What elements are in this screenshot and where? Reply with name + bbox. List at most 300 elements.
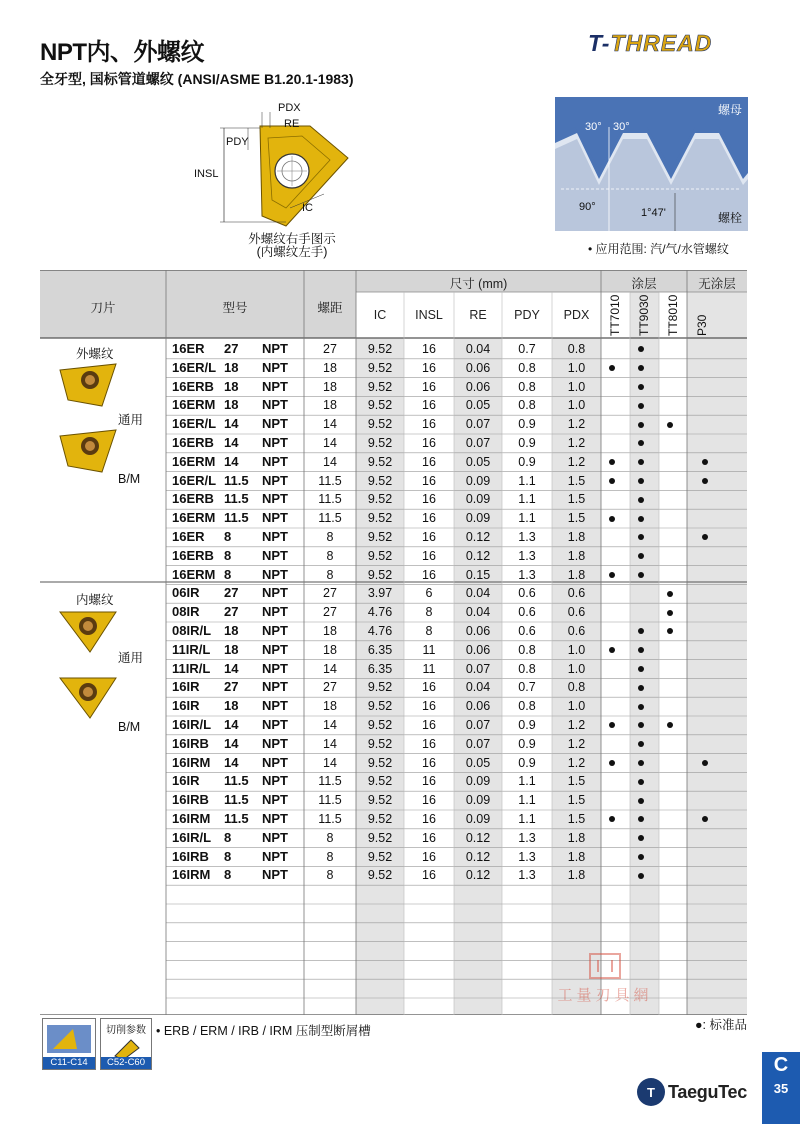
model-type: NPT xyxy=(262,510,288,526)
model-code: 16ERB xyxy=(172,547,214,563)
cell-pdx: 1.5 xyxy=(567,473,586,488)
standard-dot xyxy=(702,760,708,766)
model-type: NPT xyxy=(262,378,288,394)
model-type: NPT xyxy=(262,623,288,638)
cell-re: 0.09 xyxy=(465,492,491,507)
cell-p: 8 xyxy=(326,868,334,883)
cell-ic: 6.35 xyxy=(367,642,393,657)
standard-dot xyxy=(667,591,673,597)
model-type: NPT xyxy=(262,547,288,563)
cell-pdx: 0.6 xyxy=(567,624,586,638)
internal-insert-icon xyxy=(58,608,120,654)
cell-pdx: 0.6 xyxy=(567,605,586,620)
angle-taper: 1°47' xyxy=(641,207,666,219)
model-type: NPT xyxy=(262,341,288,356)
standard-dot xyxy=(638,516,644,522)
standard-dot xyxy=(667,422,673,428)
model-code: 16ER xyxy=(172,341,205,356)
label-pdy: PDY xyxy=(226,136,249,148)
chipbreaker-note: • ERB / ERM / IRB / IRM 压制型断屑槽 xyxy=(156,1024,371,1038)
cell-re: 0.09 xyxy=(465,793,491,808)
cell-insl: 16 xyxy=(422,755,436,770)
cell-ic: 4.76 xyxy=(367,624,393,638)
model-size: 27 xyxy=(224,341,239,356)
col-insert: 刀片 xyxy=(90,301,116,315)
model-type: NPT xyxy=(262,811,288,826)
model-code: 11IR/L xyxy=(172,641,211,657)
cell-p: 11.5 xyxy=(318,473,342,488)
cell-p: 14 xyxy=(323,661,337,676)
cell-re: 0.05 xyxy=(465,398,491,413)
model-code: 16ERB xyxy=(172,435,214,450)
model-size: 27 xyxy=(224,679,239,695)
cell-ic: 9.52 xyxy=(367,511,393,526)
cell-re: 0.09 xyxy=(465,511,491,526)
label-nut: 螺母 xyxy=(717,103,742,117)
model-size: 8 xyxy=(224,529,232,544)
cell-insl: 16 xyxy=(422,849,436,864)
cell-pdx: 1.2 xyxy=(567,417,586,432)
cell-pdy: 1.1 xyxy=(518,793,536,808)
model-size: 14 xyxy=(224,735,239,751)
model-code: 06IR xyxy=(172,585,200,601)
angle-left: 30° xyxy=(585,121,602,133)
label-ic: IC xyxy=(302,202,313,214)
cell-p: 14 xyxy=(323,718,337,732)
cell-p: 8 xyxy=(326,548,334,563)
page-subtitle: 全牙型, 国标管道螺纹 (ANSI/ASME B1.20.1-1983) xyxy=(40,71,354,87)
cell-ic: 9.52 xyxy=(367,699,393,714)
cell-p: 27 xyxy=(323,342,337,356)
cell-pdy: 0.8 xyxy=(518,398,536,413)
cell-insl: 8 xyxy=(425,624,433,638)
page-title: NPT内、外螺纹 xyxy=(40,39,204,66)
cell-insl: 16 xyxy=(422,718,436,732)
col-pitch: 螺距 xyxy=(317,301,343,315)
cell-insl: 8 xyxy=(425,605,433,620)
cell-re: 0.09 xyxy=(465,812,491,826)
cell-ic: 9.52 xyxy=(367,868,393,883)
cell-pdy: 0.9 xyxy=(518,454,536,469)
cell-p: 18 xyxy=(323,699,337,714)
model-code: 16ER/L xyxy=(172,472,217,488)
icon2-title: 切削参数 xyxy=(106,1025,146,1036)
cell-pdy: 0.8 xyxy=(518,699,536,714)
caption-line2: (内螺纹左手) xyxy=(256,245,328,259)
standard-dot xyxy=(638,779,644,785)
section-letter: C xyxy=(773,1054,789,1076)
cell-pdx: 1.2 xyxy=(567,436,586,450)
cell-pdx: 1.2 xyxy=(567,755,586,770)
model-size: 14 xyxy=(224,435,239,450)
cell-re: 0.12 xyxy=(465,548,491,563)
cell-pdy: 0.9 xyxy=(518,417,536,432)
cell-p: 18 xyxy=(323,360,337,375)
cell-re: 0.06 xyxy=(465,624,491,638)
cell-re: 0.06 xyxy=(465,379,491,394)
model-type: NPT xyxy=(262,735,288,751)
col-coated: 涂层 xyxy=(631,277,657,291)
standard-dot xyxy=(609,572,615,578)
thread-profile-diagram xyxy=(555,97,748,231)
model-size: 18 xyxy=(224,698,239,714)
model-code: 16ERB xyxy=(172,491,214,507)
col-uncoated: 无涂层 xyxy=(698,277,736,291)
cell-insl: 11 xyxy=(422,661,436,676)
cell-pdy: 0.8 xyxy=(518,360,536,375)
model-code: 16ERM xyxy=(172,566,216,582)
model-size: 18 xyxy=(224,641,239,657)
model-size: 18 xyxy=(224,359,239,375)
model-code: 16ERM xyxy=(172,510,216,526)
cell-pdy: 1.3 xyxy=(518,548,536,563)
cell-re: 0.05 xyxy=(465,454,491,469)
cell-re: 0.06 xyxy=(465,642,491,657)
cell-ic: 9.52 xyxy=(367,755,393,770)
cell-p: 14 xyxy=(323,436,337,450)
model-size: 27 xyxy=(224,585,239,601)
cell-insl: 16 xyxy=(422,511,436,526)
cell-p: 8 xyxy=(326,530,334,544)
cell-pdx: 1.0 xyxy=(567,360,586,375)
external-bm-insert-icon xyxy=(58,428,120,474)
toolholder-ref-icon[interactable] xyxy=(42,1018,96,1070)
model-type: NPT xyxy=(262,717,288,732)
cell-p: 14 xyxy=(323,736,337,751)
cell-ic: 9.52 xyxy=(367,774,393,789)
cell-re: 0.06 xyxy=(465,699,491,714)
cell-pdx: 1.8 xyxy=(567,548,586,563)
cell-insl: 16 xyxy=(422,417,436,432)
model-code: 16IRM xyxy=(172,811,211,826)
model-size: 11.5 xyxy=(224,510,249,526)
group-external-label: 外螺纹 xyxy=(76,347,114,361)
cell-re: 0.07 xyxy=(465,718,491,732)
cell-pdx: 0.6 xyxy=(567,586,586,601)
cell-p: 11.5 xyxy=(318,492,342,507)
standard-dot xyxy=(638,497,644,503)
model-type: NPT xyxy=(262,660,288,676)
cell-ic: 9.52 xyxy=(367,812,393,826)
cell-p: 14 xyxy=(323,417,337,432)
cell-re: 0.12 xyxy=(465,849,491,864)
cell-pdy: 0.6 xyxy=(518,624,536,638)
cell-ic: 9.52 xyxy=(367,567,393,582)
cell-ic: 9.52 xyxy=(367,342,393,356)
cell-insl: 16 xyxy=(422,360,436,375)
cell-insl: 16 xyxy=(422,492,436,507)
model-size: 8 xyxy=(224,829,232,845)
cell-ic: 6.35 xyxy=(367,661,393,676)
external-insert-icon xyxy=(58,362,120,408)
col-re: RE xyxy=(469,308,487,322)
cell-re: 0.04 xyxy=(465,605,491,620)
cell-re: 0.09 xyxy=(465,473,491,488)
col-pdx: PDX xyxy=(563,308,590,322)
model-type: NPT xyxy=(262,867,288,883)
cell-ic: 9.52 xyxy=(367,530,393,544)
cell-pdy: 0.6 xyxy=(518,586,536,601)
label-insl: INSL xyxy=(194,168,219,180)
model-type: NPT xyxy=(262,397,288,413)
cell-p: 8 xyxy=(326,830,334,845)
cell-ic: 9.52 xyxy=(367,849,393,864)
label-bolt: 螺栓 xyxy=(717,211,742,225)
cell-ic: 9.52 xyxy=(367,360,393,375)
cell-ic: 9.52 xyxy=(367,793,393,808)
label-pdx: PDX xyxy=(278,102,301,114)
model-type: NPT xyxy=(262,698,288,714)
model-code: 16ERM xyxy=(172,397,216,413)
cell-p: 8 xyxy=(326,849,334,864)
cell-pdx: 1.2 xyxy=(567,718,586,732)
spec-table xyxy=(40,270,747,1015)
cell-pdy: 1.1 xyxy=(518,812,536,826)
cell-pdx: 1.0 xyxy=(567,379,586,394)
model-size: 14 xyxy=(224,416,239,432)
cell-p: 11.5 xyxy=(318,774,342,789)
model-size: 18 xyxy=(224,397,239,413)
cell-pdy: 0.8 xyxy=(518,379,536,394)
grade-tt9030: TT9030 xyxy=(637,294,651,336)
page-number: 35 xyxy=(773,1081,789,1096)
model-type: NPT xyxy=(262,472,288,488)
cell-ic: 9.52 xyxy=(367,718,393,732)
cell-p: 18 xyxy=(323,642,337,657)
cell-pdy: 1.3 xyxy=(518,530,536,544)
angle-right: 30° xyxy=(613,121,630,133)
group-internal-sub2: B/M xyxy=(118,720,141,734)
standard-dot xyxy=(638,798,644,804)
label-re: RE xyxy=(284,118,300,130)
model-type: NPT xyxy=(262,416,288,432)
cell-pdx: 1.0 xyxy=(567,398,586,413)
model-code: 08IR xyxy=(172,604,200,620)
model-type: NPT xyxy=(262,453,288,469)
cell-pdx: 1.0 xyxy=(567,642,586,657)
grade-tt7010: TT7010 xyxy=(608,294,622,336)
cell-pdx: 1.8 xyxy=(567,530,586,544)
cell-pdy: 0.8 xyxy=(518,642,536,657)
standard-dot xyxy=(638,403,644,409)
section-tab[interactable] xyxy=(762,1052,800,1124)
standard-dot xyxy=(638,854,644,860)
cell-ic: 9.52 xyxy=(367,548,393,563)
group-external-sub2: B/M xyxy=(118,472,141,486)
cell-p: 27 xyxy=(323,586,337,601)
cell-pdy: 0.9 xyxy=(518,736,536,751)
cell-insl: 16 xyxy=(422,793,436,808)
model-type: NPT xyxy=(262,566,288,582)
cell-insl: 16 xyxy=(422,812,436,826)
cell-pdx: 1.5 xyxy=(567,492,586,507)
model-size: 11.5 xyxy=(224,472,249,488)
cell-p: 27 xyxy=(323,680,337,695)
cell-re: 0.04 xyxy=(465,680,491,695)
cell-pdx: 1.0 xyxy=(567,661,586,676)
brand-t: T- xyxy=(588,30,611,56)
cell-re: 0.04 xyxy=(465,586,491,601)
model-size: 8 xyxy=(224,848,232,864)
model-size: 11.5 xyxy=(224,811,249,826)
cutting-params-ref-icon[interactable] xyxy=(100,1018,152,1070)
cell-re: 0.05 xyxy=(465,755,491,770)
cell-re: 0.09 xyxy=(465,774,491,789)
cell-insl: 16 xyxy=(422,548,436,563)
cell-pdy: 1.3 xyxy=(518,830,536,845)
standard-dot xyxy=(667,610,673,616)
model-code: 16IR xyxy=(172,773,200,789)
model-type: NPT xyxy=(262,829,288,845)
col-model: 型号 xyxy=(222,301,248,315)
watermark-text: 工量刃具網 xyxy=(557,987,653,1004)
standard-dot xyxy=(638,873,644,879)
cell-pdy: 0.8 xyxy=(518,661,536,676)
cell-insl: 6 xyxy=(425,586,433,601)
model-code: 16IRB xyxy=(172,735,209,751)
cell-pdy: 1.1 xyxy=(518,492,536,507)
cell-insl: 11 xyxy=(422,642,436,657)
svg-text:T: T xyxy=(647,1085,655,1100)
cell-re: 0.07 xyxy=(465,661,491,676)
standard-dot xyxy=(638,422,644,428)
taegutec-logo-text: TaeguTec xyxy=(668,1082,747,1102)
cell-re: 0.07 xyxy=(465,436,491,450)
model-code: 16IRB xyxy=(172,848,209,864)
cell-insl: 16 xyxy=(422,454,436,469)
col-ic: IC xyxy=(373,308,387,322)
model-code: 16IR/L xyxy=(172,717,212,732)
model-size: 11.5 xyxy=(224,773,249,789)
cell-pdx: 0.8 xyxy=(567,342,586,356)
cell-re: 0.06 xyxy=(465,360,491,375)
model-type: NPT xyxy=(262,604,288,620)
cell-pdx: 1.5 xyxy=(567,793,586,808)
cell-ic: 9.52 xyxy=(367,454,393,469)
group-internal-sub1: 通用 xyxy=(118,651,144,665)
cell-pdx: 0.8 xyxy=(567,680,586,695)
cell-pdy: 1.1 xyxy=(518,511,536,526)
cell-pdy: 0.9 xyxy=(518,755,536,770)
model-type: NPT xyxy=(262,848,288,864)
model-code: 16ERB xyxy=(172,378,214,394)
standard-dot xyxy=(638,685,644,691)
model-type: NPT xyxy=(262,773,288,789)
cell-insl: 16 xyxy=(422,379,436,394)
caption-line1: 外螺纹右手图示 xyxy=(248,232,336,246)
model-size: 8 xyxy=(224,566,232,582)
cell-p: 18 xyxy=(323,624,337,638)
model-size: 8 xyxy=(224,867,232,883)
taegutec-logo-icon xyxy=(636,1077,666,1107)
cell-pdy: 1.1 xyxy=(518,473,536,488)
cell-pdx: 1.2 xyxy=(567,454,586,469)
cell-ic: 9.52 xyxy=(367,398,393,413)
application-scope: • 应用范围: 汽/气/水管螺纹 xyxy=(588,242,729,256)
cell-pdx: 1.0 xyxy=(567,699,586,714)
cell-pdx: 1.5 xyxy=(567,511,586,526)
cell-insl: 16 xyxy=(422,436,436,450)
group-external-sub1: 通用 xyxy=(118,413,144,427)
standard-dot xyxy=(702,478,708,484)
cell-ic: 4.76 xyxy=(367,605,393,620)
model-size: 11.5 xyxy=(224,491,249,507)
cell-p: 11.5 xyxy=(318,793,342,808)
cell-p: 8 xyxy=(326,567,334,582)
icon1-label: C11-C14 xyxy=(43,1057,95,1069)
col-size: 尺寸 (mm) xyxy=(449,277,508,291)
standard-dot xyxy=(638,384,644,390)
model-size: 18 xyxy=(224,378,239,394)
cell-insl: 16 xyxy=(422,342,436,356)
cell-insl: 16 xyxy=(422,774,436,789)
standard-dot xyxy=(638,760,644,766)
cell-pdx: 1.8 xyxy=(567,868,586,883)
cell-insl: 16 xyxy=(422,473,436,488)
model-type: NPT xyxy=(262,491,288,507)
cell-re: 0.07 xyxy=(465,736,491,751)
cell-ic: 3.97 xyxy=(367,586,393,601)
cell-p: 27 xyxy=(323,605,337,620)
model-type: NPT xyxy=(262,754,288,770)
col-pdy: PDY xyxy=(514,308,540,322)
cell-insl: 16 xyxy=(422,680,436,695)
cell-pdy: 1.1 xyxy=(518,774,536,789)
brand-logo xyxy=(588,30,712,57)
model-type: NPT xyxy=(262,641,288,657)
cell-ic: 9.52 xyxy=(367,830,393,845)
cell-pdy: 1.3 xyxy=(518,868,536,883)
cell-pdy: 0.9 xyxy=(518,436,536,450)
model-type: NPT xyxy=(262,529,288,544)
model-size: 11.5 xyxy=(224,792,249,808)
model-size: 14 xyxy=(224,754,239,770)
model-code: 16IRM xyxy=(172,867,211,883)
diagram-caption xyxy=(244,233,340,259)
cell-pdy: 1.3 xyxy=(518,849,536,864)
model-code: 08IR/L xyxy=(172,623,212,638)
cell-insl: 16 xyxy=(422,736,436,751)
model-size: 18 xyxy=(224,623,239,638)
standard-dot xyxy=(638,572,644,578)
standard-dot xyxy=(609,760,615,766)
cell-pdy: 0.6 xyxy=(518,605,536,620)
cell-ic: 9.52 xyxy=(367,680,393,695)
standard-dot xyxy=(609,478,615,484)
cell-pdy: 0.7 xyxy=(518,342,536,356)
cell-pdx: 1.8 xyxy=(567,567,586,582)
cell-insl: 16 xyxy=(422,567,436,582)
cell-ic: 9.52 xyxy=(367,492,393,507)
model-code: 16ER/L xyxy=(172,359,217,375)
internal-bm-insert-icon xyxy=(58,674,120,720)
cell-insl: 16 xyxy=(422,830,436,845)
cell-pdx: 1.8 xyxy=(567,830,586,845)
cell-insl: 16 xyxy=(422,530,436,544)
cell-p: 18 xyxy=(323,379,337,394)
model-type: NPT xyxy=(262,435,288,450)
model-code: 11IR/L xyxy=(172,660,211,676)
cell-pdx: 1.5 xyxy=(567,812,586,826)
model-code: 16IRB xyxy=(172,792,209,808)
model-size: 14 xyxy=(224,453,239,469)
cell-re: 0.07 xyxy=(465,417,491,432)
cell-insl: 16 xyxy=(422,868,436,883)
cell-p: 18 xyxy=(323,398,337,413)
cell-ic: 9.52 xyxy=(367,379,393,394)
cell-p: 14 xyxy=(323,755,337,770)
standard-dot xyxy=(638,666,644,672)
